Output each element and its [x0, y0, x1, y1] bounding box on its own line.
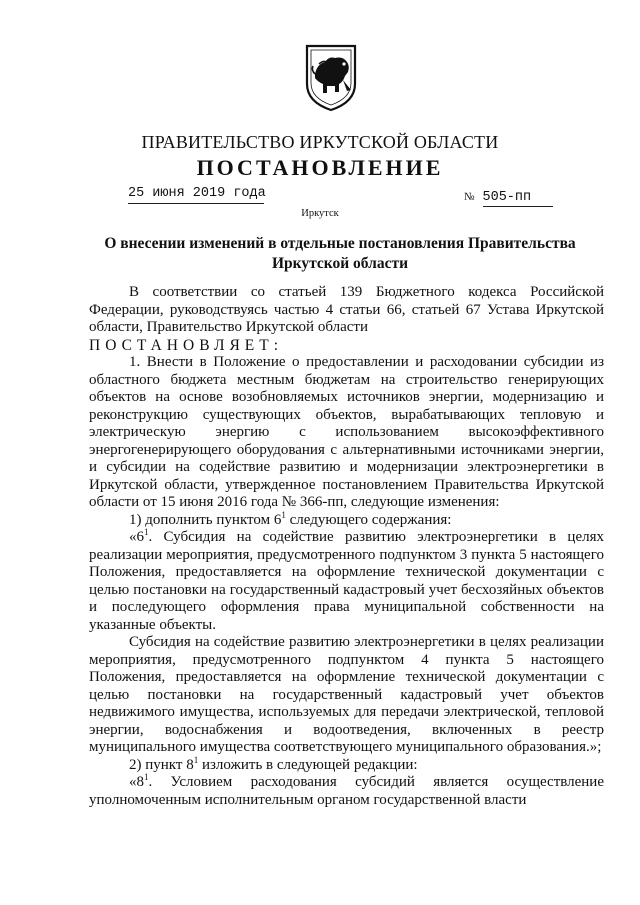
sub-item-1-text: 1) дополнить пунктом 6	[129, 511, 282, 528]
document-body	[89, 284, 604, 809]
point-8-1-start: «8	[129, 774, 144, 790]
preamble-paragraph: В соответствии со статьей 139 Бюджетного кодекса Российской Федерации, руководствуясь частью 4 статьи 66, статьей 67 Устава Иркутской области, Правительство Иркутской области	[89, 284, 604, 335]
coat-of-arms-emblem	[303, 40, 359, 112]
government-name: ПРАВИТЕЛЬСТВО ИРКУТСКОЙ ОБЛАСТИ	[141, 132, 499, 152]
point-8-1-text: . Условием расходования субсидий является осуществление уполномоченным исполнительным органом государственной власти	[89, 774, 604, 808]
point-8-1-paragraph	[89, 774, 604, 809]
document-date-field	[128, 186, 266, 201]
document-date: 25 июня 2019 года	[128, 186, 266, 201]
point-6-1-second-paragraph: Субсидия на содействие развитию электроэнергетики в целях реализации мероприятия, предусмотренного подпунктом 4 пункта 5 настоящего Положения, предоставляется на оформление технической документации с целью постановки на государственный кадастровый учет объектов недвижимого имущества, используемых для передачи электрической, тепловой энергии, водоснабжения и водоотведения, включенных в реестр муниципального имущества соответствующего муниципального образования.»;	[89, 634, 604, 755]
document-number: 505-пп	[483, 190, 553, 207]
document-number-field	[464, 188, 553, 207]
point-8-1-sup: 1	[144, 772, 149, 782]
city-name: Иркутск	[301, 208, 339, 219]
point-6-1-sup: 1	[144, 527, 149, 537]
number-sign: №	[464, 191, 475, 203]
point-6-1-paragraph	[89, 529, 604, 634]
document-heading: О внесении изменений в отдельные постановления Правительства Иркутской области	[104, 235, 576, 272]
sub-item-2-sup: 1	[193, 754, 199, 765]
sub-item-1-tail: следующего содержания:	[285, 511, 452, 528]
point-6-1-text: . Субсидия на содействие развитию электроэнергетики в целях реализации мероприятия, предусмотренного подпунктом 3 пункта 5 настоящего Положения, предоставляется на оформление технической документации с целью постановки на государственный кадастровый учет бесхозяйных объектов и последующего оформления права муниципальной собственности на указанные объекты.	[89, 529, 604, 633]
document-type: ПОСТАНОВЛЕНИЕ	[196, 155, 444, 180]
item-1-paragraph: 1. Внести в Положение о предоставлении и расходовании субсидии из областного бюджета местным бюджетам на строительство генерирующих объектов на основе возобновляемых источников энергии, модернизацию и реконструкцию существующих объектов, вырабатывающих тепловую и электрическую энергию с использованием высокоэффективного энергогенерирующего оборудования с альтернативными источниками энергии, и субсидии на содействие развитию и модернизации электроэнергетики в Иркутской области, утвержденное постановлением Правительства Иркутской области от 15 июня 2016 года № 366-пп, следующие изменения:	[89, 354, 604, 510]
sub-item-1-sup: 1	[281, 509, 286, 520]
resolve-word: ПОСТАНОВЛЯЕТ:	[89, 336, 284, 354]
sub-item-2-tail: изложить в следующей редакции:	[198, 756, 418, 773]
sub-item-1-paragraph	[89, 509, 604, 530]
date-underline	[128, 203, 264, 204]
point-6-1-start: «6	[129, 529, 144, 545]
sub-item-2-paragraph	[89, 754, 604, 775]
sub-item-2-text: 2) пункт 8	[129, 756, 194, 773]
